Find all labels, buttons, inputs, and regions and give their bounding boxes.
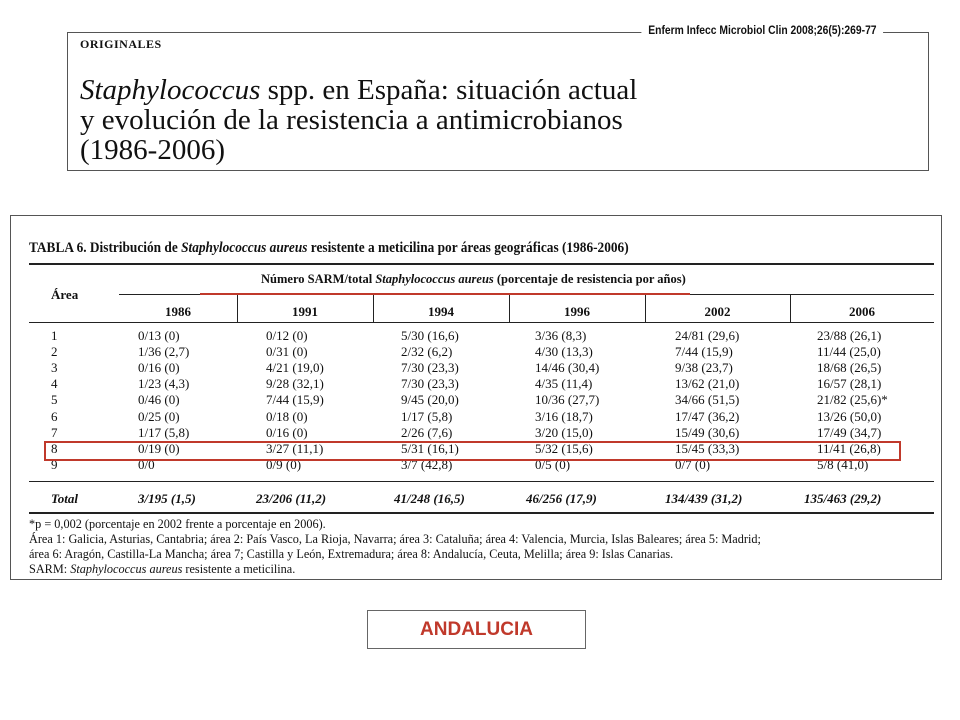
table-cell: 3/7 (42,8) <box>401 456 453 472</box>
area-cell: 5 <box>51 392 58 408</box>
header-bottom-rule <box>29 322 934 323</box>
table-cell: 21/82 (25,6)* <box>817 392 888 408</box>
table-cell: 0/5 (0) <box>535 456 571 472</box>
table-cell: 11/44 (25,0) <box>817 344 881 360</box>
table-cell: 9/38 (23,7) <box>675 360 733 376</box>
table-cell: 1/36 (2,7) <box>138 344 190 360</box>
table-cell: 17/49 (34,7) <box>817 424 882 440</box>
area-cell: 7 <box>51 424 58 440</box>
article-title <box>80 75 637 165</box>
title-line1: spp. en España: situación actual <box>260 74 638 106</box>
andalucia-row-highlight <box>44 441 901 461</box>
note-line: SARM: Staphylococcus aureus resistente a meticilina. <box>29 562 296 576</box>
table-cell: 3/27 (11,1) <box>266 440 324 456</box>
table-cell: 9/45 (20,0) <box>401 392 459 408</box>
table-cell: 7/44 (15,9) <box>675 344 733 360</box>
table-cell: 1/17 (5,8) <box>401 408 453 424</box>
total-cell: 3/195 (1,5) <box>138 491 196 506</box>
table-cell: 2/26 (7,6) <box>401 424 453 440</box>
table-cell: 17/47 (36,2) <box>675 408 740 424</box>
area-cell: 1 <box>51 328 58 343</box>
title-genus: Staphylococcus <box>80 74 261 106</box>
area-cell: 2 <box>51 344 58 360</box>
table-cell: 14/46 (30,4) <box>535 360 600 376</box>
table-title: TABLA 6. Distribución de Staphylococcus aureus resistente a meticilina por áreas geográficas (1986-2006) <box>29 240 629 256</box>
total-cell: 23/206 (11,2) <box>256 491 327 506</box>
table-cell: 10/36 (27,7) <box>535 392 600 408</box>
table-cell: 1/17 (5,8) <box>138 424 190 440</box>
table-cell: 4/21 (19,0) <box>266 360 324 376</box>
table-cell: 5/31 (16,1) <box>401 440 459 456</box>
table-cell: 7/30 (23,3) <box>401 360 459 376</box>
area-cell: 4 <box>51 376 58 392</box>
article-header <box>67 23 929 171</box>
table-cell: 0/16 (0) <box>266 424 308 440</box>
table-cell: 34/66 (51,5) <box>675 392 740 408</box>
table-cell: 0/13 (0) <box>138 328 180 343</box>
table-top-rule <box>29 263 934 265</box>
journal-reference: Enferm Infecc Microbiol Clin 2008;26(5):269-77 <box>641 23 883 37</box>
area-cell: 6 <box>51 408 58 424</box>
group-header: Número SARM/total Staphylococcus aureus (porcentaje de resistencia por años) <box>261 272 686 286</box>
table-cell: 0/9 (0) <box>266 456 302 472</box>
year-header: 1994 <box>428 304 454 319</box>
table-cell: 13/62 (21,0) <box>675 376 740 392</box>
area-cell: 9 <box>51 456 58 472</box>
year-header: 1996 <box>564 304 590 319</box>
table-cell: 13/26 (50,0) <box>817 408 882 424</box>
table-cell: 0/0 <box>138 456 155 472</box>
year-header: 2006 <box>849 304 875 319</box>
table-cell: 15/45 (33,3) <box>675 440 740 456</box>
title-line3: (1986-2006) <box>80 134 225 166</box>
area-cell: 8 <box>51 440 58 456</box>
table-cell: 5/8 (41,0) <box>817 456 869 472</box>
region-label: ANDALUCIA <box>367 610 586 649</box>
table-cell: 4/35 (11,4) <box>535 376 593 392</box>
table-cell: 0/19 (0) <box>138 440 180 456</box>
section-label: ORIGINALES <box>80 37 162 51</box>
table-bottom-rule <box>29 512 934 514</box>
table-cell: 23/88 (26,1) <box>817 328 882 343</box>
total-cell: 41/248 (16,5) <box>394 491 465 506</box>
note-line: *p = 0,002 (porcentaje en 2002 frente a porcentaje en 2006). <box>29 517 326 531</box>
table-cell: 0/12 (0) <box>266 328 308 343</box>
table-cell: 5/30 (16,6) <box>401 328 459 343</box>
table-cell: 24/81 (29,6) <box>675 328 740 343</box>
total-label: Total <box>51 491 78 506</box>
title-line2: y evolución de la resistencia a antimicrobianos <box>80 104 623 136</box>
table-cell: 0/46 (0) <box>138 392 180 408</box>
table-notes <box>29 517 761 577</box>
table-cell: 5/32 (15,6) <box>535 440 593 456</box>
table-cell: 0/7 (0) <box>675 456 711 472</box>
table-figure <box>10 215 942 580</box>
area-header: Área <box>51 287 79 302</box>
table-cell: 2/32 (6,2) <box>401 344 453 360</box>
year-header: 1991 <box>292 304 318 319</box>
table-cell: 7/30 (23,3) <box>401 376 459 392</box>
table-cell: 18/68 (26,5) <box>817 360 882 376</box>
year-header: 1986 <box>165 304 191 319</box>
year-header: 2002 <box>704 304 731 319</box>
total-cell: 135/463 (29,2) <box>804 491 882 506</box>
header-underline-annotation <box>200 293 690 295</box>
total-cell: 134/439 (31,2) <box>665 491 743 506</box>
table-cell: 3/36 (8,3) <box>535 328 587 343</box>
note-line: área 6: Aragón, Castilla-La Mancha; área 7; Castilla y León, Extremadura; área 8: Andalucía, Ceuta, Melilla; área 9: Islas Canarias. <box>29 547 674 561</box>
table-cell: 4/30 (13,3) <box>535 344 593 360</box>
table-cell: 9/28 (32,1) <box>266 376 324 392</box>
table-cell: 0/18 (0) <box>266 408 308 424</box>
table-cell: 0/31 (0) <box>266 344 308 360</box>
table-cell: 16/57 (28,1) <box>817 376 882 392</box>
area-cell: 3 <box>51 360 58 376</box>
table-cell: 3/16 (18,7) <box>535 408 593 424</box>
table-cell: 7/44 (15,9) <box>266 392 324 408</box>
table-cell: 1/23 (4,3) <box>138 376 190 392</box>
table-cell: 0/16 (0) <box>138 360 180 376</box>
table-cell: 15/49 (30,6) <box>675 424 740 440</box>
total-top-rule <box>29 481 934 482</box>
table-cell: 0/25 (0) <box>138 408 180 424</box>
table-cell: 11/41 (26,8) <box>817 440 881 456</box>
table-cell: 3/20 (15,0) <box>535 424 593 440</box>
total-cell: 46/256 (17,9) <box>526 491 597 506</box>
note-line: Área 1: Galicia, Asturias, Cantabria; área 2: País Vasco, La Rioja, Navarra; área 3: Cataluña; área 4: Valencia, Murcia, Islas Baleares; área 5: Madrid; <box>29 532 761 546</box>
